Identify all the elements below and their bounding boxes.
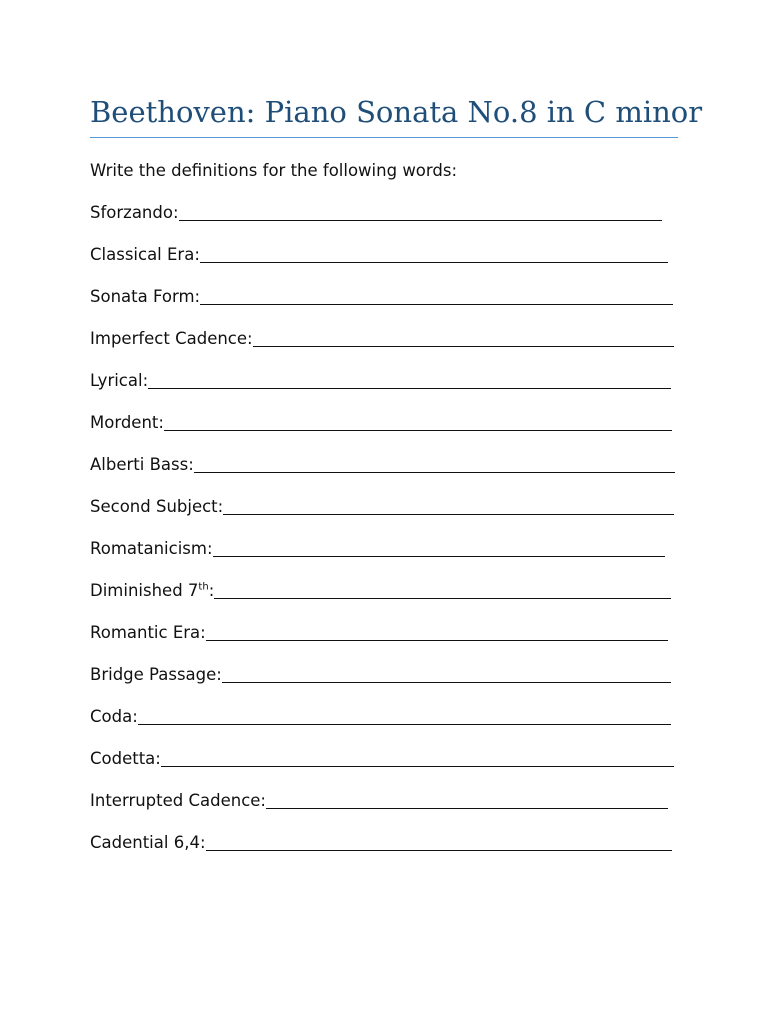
answer-blank-line[interactable] [253, 346, 674, 347]
term-label [90, 411, 164, 435]
term-text: Cadential 6,4: [90, 833, 206, 852]
answer-blank-line[interactable] [138, 724, 671, 725]
term-label [90, 663, 222, 687]
term-text: Codetta: [90, 749, 161, 768]
answer-blank-line[interactable] [179, 220, 662, 221]
term-text: Bridge Passage: [90, 665, 222, 684]
term-label [90, 789, 266, 813]
definition-list [90, 201, 680, 873]
answer-blank-line[interactable] [206, 640, 668, 641]
definition-row [90, 453, 680, 495]
term-label [90, 369, 148, 393]
term-text: Alberti Bass: [90, 455, 194, 474]
term-text: Mordent: [90, 413, 164, 432]
term-text: Interrupted Cadence: [90, 791, 266, 810]
definition-row [90, 537, 680, 579]
term-label [90, 285, 200, 309]
definition-row [90, 243, 680, 285]
definition-row [90, 285, 680, 327]
term-label [90, 327, 253, 351]
term-text: Classical Era: [90, 245, 200, 264]
definition-row [90, 369, 680, 411]
term-label [90, 747, 161, 771]
answer-blank-line[interactable] [223, 514, 674, 515]
term-label [90, 705, 138, 729]
answer-blank-line[interactable] [200, 304, 673, 305]
term-label [90, 831, 206, 855]
term-label [90, 621, 206, 645]
title-underline [90, 137, 678, 138]
definition-row [90, 327, 680, 369]
instructions-text: Write the definitions for the following words: [90, 161, 458, 180]
definition-row [90, 747, 680, 789]
definition-row [90, 201, 680, 243]
answer-blank-line[interactable] [266, 808, 668, 809]
answer-blank-line[interactable] [161, 766, 674, 767]
definition-row [90, 495, 680, 537]
definition-row [90, 831, 680, 873]
answer-blank-line[interactable] [213, 556, 665, 557]
term-label [90, 201, 179, 225]
definition-row [90, 411, 680, 453]
answer-blank-line[interactable] [164, 430, 672, 431]
definition-row [90, 705, 680, 747]
answer-blank-line[interactable] [206, 850, 672, 851]
term-label [90, 495, 223, 519]
definition-row [90, 579, 680, 621]
answer-blank-line[interactable] [214, 598, 671, 599]
definition-row [90, 621, 680, 663]
definition-row [90, 663, 680, 705]
term-text: Romantic Era: [90, 623, 206, 642]
answer-blank-line[interactable] [200, 262, 668, 263]
term-text: Diminished 7 [90, 581, 199, 600]
answer-blank-line[interactable] [194, 472, 675, 473]
answer-blank-line[interactable] [148, 388, 671, 389]
term-text: Romatanicism: [90, 539, 213, 558]
term-text: Imperfect Cadence: [90, 329, 253, 348]
page-title: Beethoven: Piano Sonata No.8 in C minor [90, 95, 703, 129]
term-label [90, 243, 200, 267]
term-label [90, 579, 214, 603]
term-text: Sforzando: [90, 203, 179, 222]
term-text: Coda: [90, 707, 138, 726]
term-superscript: th [198, 581, 209, 593]
term-label [90, 453, 194, 477]
term-text: Second Subject: [90, 497, 224, 516]
term-suffix: : [208, 581, 215, 600]
answer-blank-line[interactable] [222, 682, 671, 683]
term-label [90, 537, 213, 561]
definition-row [90, 789, 680, 831]
term-text: Sonata Form: [90, 287, 201, 306]
term-text: Lyrical: [90, 371, 149, 390]
